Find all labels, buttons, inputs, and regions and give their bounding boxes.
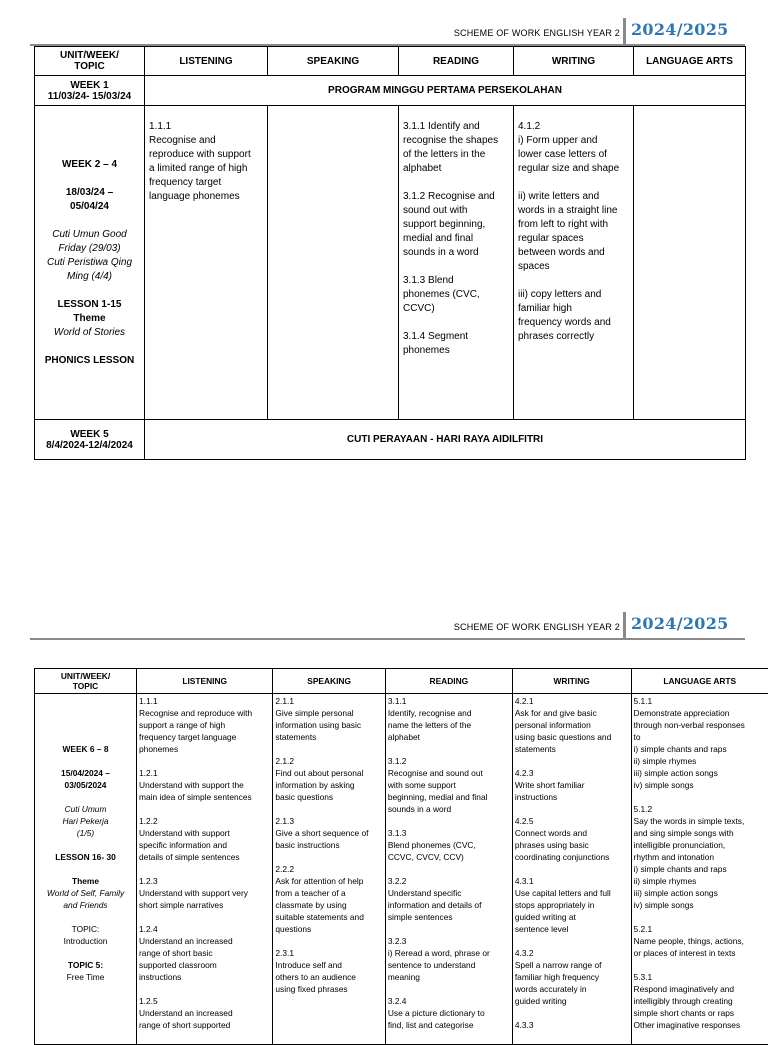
writing-item: 4.3.3 <box>515 1019 629 1031</box>
week5-cell <box>35 420 145 460</box>
table-row-week1 <box>35 76 746 106</box>
week6-8-reading <box>385 694 512 1045</box>
reading-item: 3.1.3 Blend phonemes (CVC, CCVC) <box>403 274 509 316</box>
listening-item: 1.2.1 Understand with support the main idea of simple sentences <box>139 767 270 803</box>
reading-item: 3.1.2 Recognise and sound out with some support beginning, medial and final sounds in a word <box>388 755 510 815</box>
week6-8-title: WEEK 6 – 8 <box>37 743 134 755</box>
week6-8-dates: 15/04/2024 – 03/05/2024 <box>37 767 134 791</box>
writing-item: 4.3.1 Use capital letters and full stops appropriately in guided writing at sentence level <box>515 875 629 935</box>
week2-4-theme-label: Theme <box>39 312 140 326</box>
week1-program: PROGRAM MINGGU PERTAMA PERSEKOLAHAN <box>145 76 746 106</box>
col-speaking: SPEAKING <box>273 669 385 694</box>
reading-item: 3.2.2 Understand specific information and details of simple sentences <box>388 875 510 923</box>
writing-item: 4.2.3 Write short familiar instructions <box>515 767 629 803</box>
week6-8-writing <box>512 694 631 1045</box>
writing-item: 4.1.2 i) Form upper and lower case letters of regular size and shape <box>518 120 629 176</box>
writing-item: 4.3.2 Spell a narrow range of familiar high frequency words accurately in guided writing <box>515 947 629 1007</box>
week6-8-holiday: Cuti Umum Hari Pekerja (1/5) <box>37 803 134 839</box>
col-reading: READING <box>399 47 514 76</box>
listening-item: 1.2.2 Understand with support specific information and details of simple sentences <box>139 815 270 863</box>
col-listening: LISTENING <box>145 47 268 76</box>
week2-4-lesson: LESSON 1-15 <box>39 298 140 312</box>
reading-item: 3.1.1 Identify, recognise and name the letters of the alphabet <box>388 695 510 743</box>
week2-4-dates: 18/03/24 – 05/04/24 <box>39 186 140 214</box>
col-unit-week-topic <box>35 47 145 76</box>
speaking-item: 2.1.2 Find out about personal information by asking basic questions <box>275 755 382 803</box>
reading-item: 3.1.2 Recognise and sound out with support beginning, medial and final sounds in a word <box>403 190 509 260</box>
week2-4-cell <box>35 106 145 420</box>
week6-8-topic5: Free Time <box>37 971 134 983</box>
week2-4-holidays: Cuti Umun Good Friday (29/03) Cuti Peristiwa Qing Ming (4/4) <box>39 228 140 284</box>
week6-8-lesson: LESSON 16- 30 <box>37 851 134 863</box>
speaking-item: 2.3.1 Introduce self and others to an audience using fixed phrases <box>275 947 382 995</box>
week6-8-topic5-label: TOPIC 5: <box>37 959 134 971</box>
col-label: UNIT/WEEK/ TOPIC <box>60 50 119 72</box>
table-row-week5 <box>35 420 746 460</box>
listening-item: 1.2.4 Understand an increased range of short basic supported classroom instructions <box>139 923 270 983</box>
listening-item: 1.2.5 Understand an increased range of short supported <box>139 995 270 1031</box>
table-row-week6-8 <box>35 694 768 1045</box>
week1-dates: 11/03/24- 15/03/24 <box>39 91 140 102</box>
col-reading: READING <box>385 669 512 694</box>
language-arts-item: 5.1.2 Say the words in simple texts, and sing simple songs with intelligible pronunciation, rhythm and intonation i) simple chants and raps ii) simple rhymes iii) simple action songs iv) simple songs <box>634 803 766 911</box>
reading-item: 3.1.3 Blend phonemes (CVC, CCVC, CVCV, CCV) <box>388 827 510 863</box>
table-row-week2-4 <box>35 106 746 420</box>
listening-item: 1.2.3 Understand with support very short simple narratives <box>139 875 270 911</box>
week6-8-cell <box>35 694 137 1045</box>
week6-8-topic: Introduction <box>37 935 134 947</box>
reading-item: 3.2.3 i) Reread a word, phrase or sentence to understand meaning <box>388 935 510 983</box>
col-writing: WRITING <box>512 669 631 694</box>
year-label: 2024/2025 <box>631 20 729 39</box>
listening-item: 1.1.1 Recognise and reproduce with support a limited range of high frequency target language phonemes <box>149 120 263 204</box>
week2-4-phonics: PHONICS LESSON <box>39 354 140 368</box>
week2-4-listening <box>145 106 268 420</box>
week2-4-title: WEEK 2 – 4 <box>39 158 140 172</box>
scheme-table-page2 <box>34 668 768 1045</box>
language-arts-item: 5.2.1 Name people, things, actions, or places of interest in texts <box>634 923 766 959</box>
writing-item: ii) write letters and words in a straight line from left to right with regular spaces between words and spaces <box>518 190 629 274</box>
scheme-label: SCHEME OF WORK ENGLISH YEAR 2 <box>454 28 620 38</box>
col-language-arts: LANGUAGE ARTS <box>634 47 746 76</box>
language-arts-item: 5.1.1 Demonstrate appreciation through non-verbal responses to i) simple chants and raps ii) simple rhymes iii) simple action songs iv) simple songs <box>634 695 766 791</box>
col-listening: LISTENING <box>137 669 273 694</box>
week5-dates: 8/4/2024-12/4/2024 <box>39 440 140 451</box>
week5-holiday: CUTI PERAYAAN - HARI RAYA AIDILFITRI <box>145 420 746 460</box>
col-unit-week-topic <box>35 669 137 694</box>
col-speaking: SPEAKING <box>268 47 399 76</box>
col-writing: WRITING <box>514 47 634 76</box>
table-header-row <box>35 47 746 76</box>
writing-item: iii) copy letters and familiar high frequency words and phrases correctly <box>518 288 629 344</box>
writing-item: 4.2.5 Connect words and phrases using basic coordinating conjunctions <box>515 815 629 863</box>
week6-8-theme-label: Theme <box>37 875 134 887</box>
header-divider <box>623 612 626 638</box>
week6-8-listening <box>137 694 273 1045</box>
listening-item: 1.1.1 Recognise and reproduce with support a range of high frequency target language phonemes <box>139 695 270 755</box>
header-divider <box>623 18 626 44</box>
week2-4-reading <box>399 106 514 420</box>
col-language-arts: LANGUAGE ARTS <box>631 669 768 694</box>
week1-cell <box>35 76 145 106</box>
table-header-row <box>35 669 768 694</box>
col-label: UNIT/WEEK/ TOPIC <box>61 671 110 691</box>
speaking-item: 2.2.2 Ask for attention of help from a teacher of a classmate by using suitable statements and questions <box>275 863 382 935</box>
week1-label: WEEK 1 <box>39 80 140 91</box>
week2-4-theme: World of Stories <box>39 326 140 340</box>
header-rule <box>30 638 745 640</box>
year-label: 2024/2025 <box>631 614 729 633</box>
speaking-item: 2.1.1 Give simple personal information using basic statements <box>275 695 382 743</box>
reading-item: 3.1.4 Segment phonemes <box>403 330 509 358</box>
speaking-item: 2.1.3 Give a short sequence of basic instructions <box>275 815 382 851</box>
week6-8-language-arts <box>631 694 768 1045</box>
writing-item: 4.2.1 Ask for and give basic personal information using basic questions and statements <box>515 695 629 755</box>
week5-label: WEEK 5 <box>39 429 140 440</box>
week6-8-theme: World of Self, Family and Friends <box>37 887 134 911</box>
scheme-label: SCHEME OF WORK ENGLISH YEAR 2 <box>454 622 620 632</box>
page2-header <box>0 612 768 652</box>
reading-item: 3.1.1 Identify and recognise the shapes of the letters in the alphabet <box>403 120 509 176</box>
week2-4-speaking <box>268 106 399 420</box>
language-arts-item: 5.3.1 Respond imaginatively and intelligibly through creating simple short chants or raps Other imaginative responses <box>634 971 766 1031</box>
week2-4-language-arts <box>634 106 746 420</box>
reading-item: 3.2.4 Use a picture dictionary to find, list and categorise <box>388 995 510 1031</box>
week6-8-speaking <box>273 694 385 1045</box>
scheme-table-page1 <box>34 46 746 460</box>
week2-4-writing <box>514 106 634 420</box>
week6-8-topic-label: TOPIC: <box>37 923 134 935</box>
